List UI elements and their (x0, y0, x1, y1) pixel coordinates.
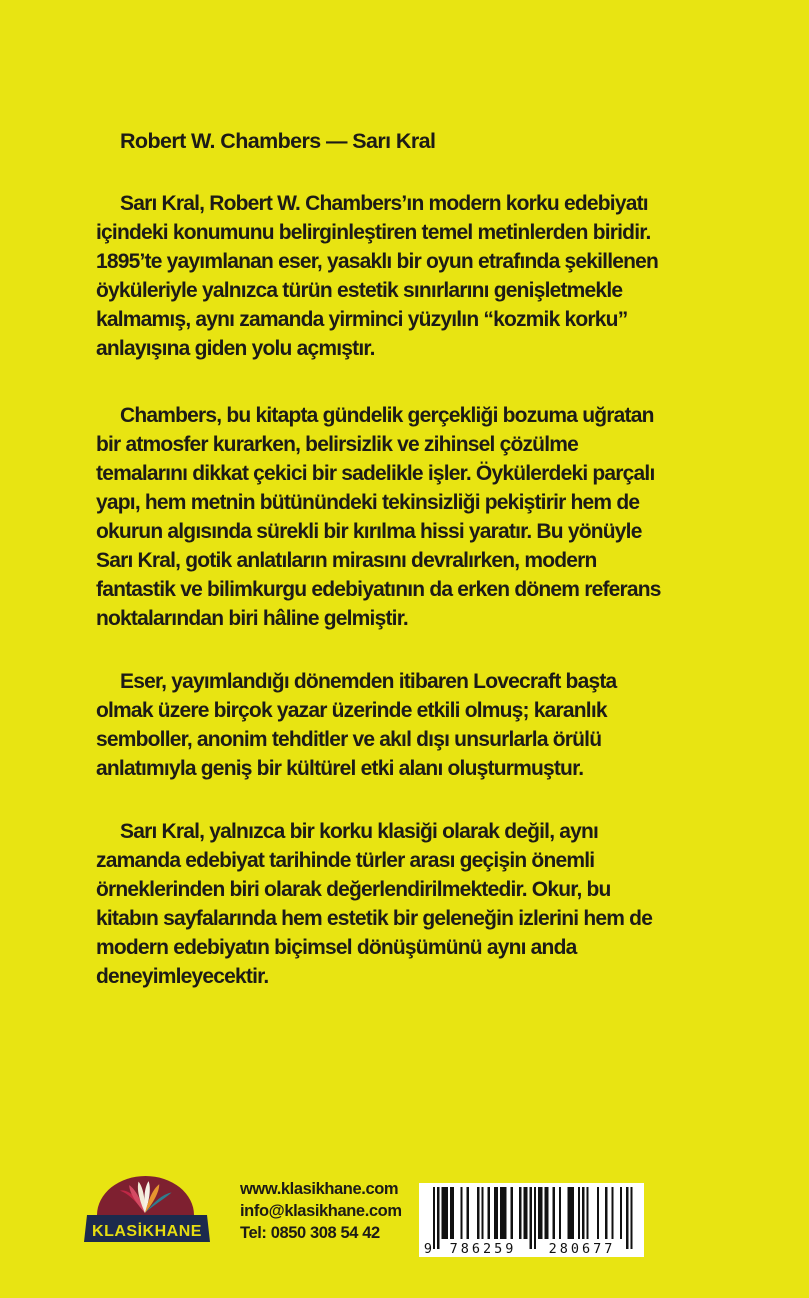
body-text-line: okurun algısında sürekli bir kırılma hissi yaratır. Bu yönüyle (96, 520, 642, 543)
body-text-line: temalarını dikkat çekici bir sadelikle işler. Öykülerdeki parçalı (96, 462, 655, 485)
publisher-email: info@klasikhane.com (240, 1202, 402, 1220)
body-text-line: deneyimleyecektir. (96, 965, 269, 988)
body-text-line: içindeki konumunu belirginleştiren temel metinlerden biridir. (96, 221, 651, 244)
body-text-line: zamanda edebiyat tarihinde türler arası geçişin önemli (96, 849, 595, 872)
barcode-bars (433, 1187, 633, 1249)
publisher-logo (84, 1176, 210, 1243)
body-text-line: Eser, yayımlandığı dönemden itibaren Lovecraft başta (120, 670, 617, 693)
paragraph-4 (96, 817, 776, 991)
body-text-line: kitabın sayfalarında hem estetik bir geleneğin izlerini hem de (96, 907, 653, 930)
body-text-line: Sarı Kral, gotik anlatıların mirasını devralırken, modern (96, 549, 597, 572)
body-text-line: Chambers, bu kitapta gündelik gerçekliği bozuma uğratan (120, 404, 654, 427)
barcode-digit-first: 9 (423, 1241, 433, 1257)
publisher-phone: Tel: 0850 308 54 42 (240, 1224, 380, 1242)
body-text-line: bir atmosfer kurarken, belirsizlik ve zihinsel çözülme (96, 433, 578, 456)
body-text-line: anlayışına giden yolu açmıştır. (96, 337, 375, 360)
publisher-contact-block (240, 1178, 402, 1244)
publisher-website: www.klasikhane.com (240, 1180, 399, 1198)
body-text-line: örneklerinden biri olarak değerlendirilmektedir. Okur, bu (96, 878, 611, 901)
body-text-line: öyküleriyle yalnızca türün estetik sınırlarını genişletmekle (96, 279, 623, 302)
barcode-digits-right: 280677 (548, 1241, 616, 1257)
body-text-line: anlatımıyla geniş bir kültürel etki alanı oluşturmuştur. (96, 757, 584, 780)
paragraph-3 (96, 667, 776, 783)
body-text-line: olmak üzere birçok yazar üzerinde etkili olmuş; karanlık (96, 699, 607, 722)
body-text-line: semboller, anonim tehditler ve akıl dışı unsurlarla örülü (96, 728, 602, 751)
barcode-svg (419, 1183, 644, 1257)
body-text-line: kalmamış, aynı zamanda yirminci yüzyılın “kozmik korku” (96, 308, 628, 331)
barcode-digits-left: 786259 (449, 1241, 517, 1257)
publisher-name: KLASİKHANE (92, 1223, 202, 1240)
body-text-line: noktalarından biri hâline gelmiştir. (96, 607, 408, 630)
body-text-line: Sarı Kral, yalnızca bir korku klasiği olarak değil, aynı (120, 820, 599, 843)
paragraph-1 (96, 189, 776, 363)
body-text-line: modern edebiyatın biçimsel dönüşümünü aynı anda (96, 936, 577, 959)
isbn-barcode (419, 1183, 644, 1257)
body-text-line: Sarı Kral, Robert W. Chambers’ın modern korku edebiyatı (120, 192, 648, 215)
body-text-line: 1895’te yayımlanan eser, yasaklı bir oyun etrafında şekillenen (96, 250, 659, 273)
body-text-line: fantastik ve bilimkurgu edebiyatının da erken dönem referans (96, 578, 661, 601)
paragraph-2 (96, 401, 776, 633)
publisher-logo-icon (84, 1176, 210, 1243)
body-text-line: yapı, hem metnin bütünündeki tekinsizliği pekiştirir hem de (96, 491, 640, 514)
book-title: Robert W. Chambers — Sarı Kral (120, 129, 436, 153)
